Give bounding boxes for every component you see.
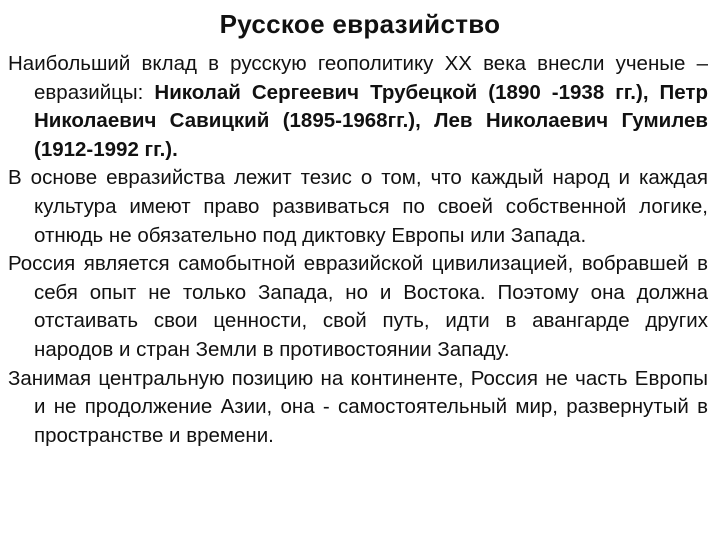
paragraph-thesis: В основе евразийства лежит тезис о том, что каждый народ и каждая культура имеют право развиваться по своей собственной логике, отнюдь не обязательно под диктовку Европы или Запада. bbox=[8, 166, 708, 247]
slide-body bbox=[8, 50, 708, 450]
scholar-names: Николай Сергеевич Трубецкой (1890 -1938 гг.), Петр Николаевич Савицкий (1895-1968гг.), Лев Николаевич Гумилев (1912-1992 гг.). bbox=[34, 80, 708, 161]
paragraph-intro-text: Наибольший вклад в русскую геополитику XX века внесли ученые – евразийцы: bbox=[8, 52, 708, 104]
paragraph-central-position: Занимая центральную позицию на континенте, Россия не часть Европы и не продолжение Азии, она - самостоятельный мир, развернутый в пространстве и времени. bbox=[8, 366, 708, 447]
paragraph-eurasianists bbox=[8, 50, 708, 164]
paragraph-civilization: Россия является самобытной евразийской цивилизацией, вобравшей в себя опыт не только Запада, но и Востока. Поэтому она должна отстаивать свои ценности, свой путь, идти в авангарде других народов и стран Земли в противостоянии Западу. bbox=[8, 252, 708, 361]
slide-title: Русское евразийство bbox=[219, 9, 501, 39]
